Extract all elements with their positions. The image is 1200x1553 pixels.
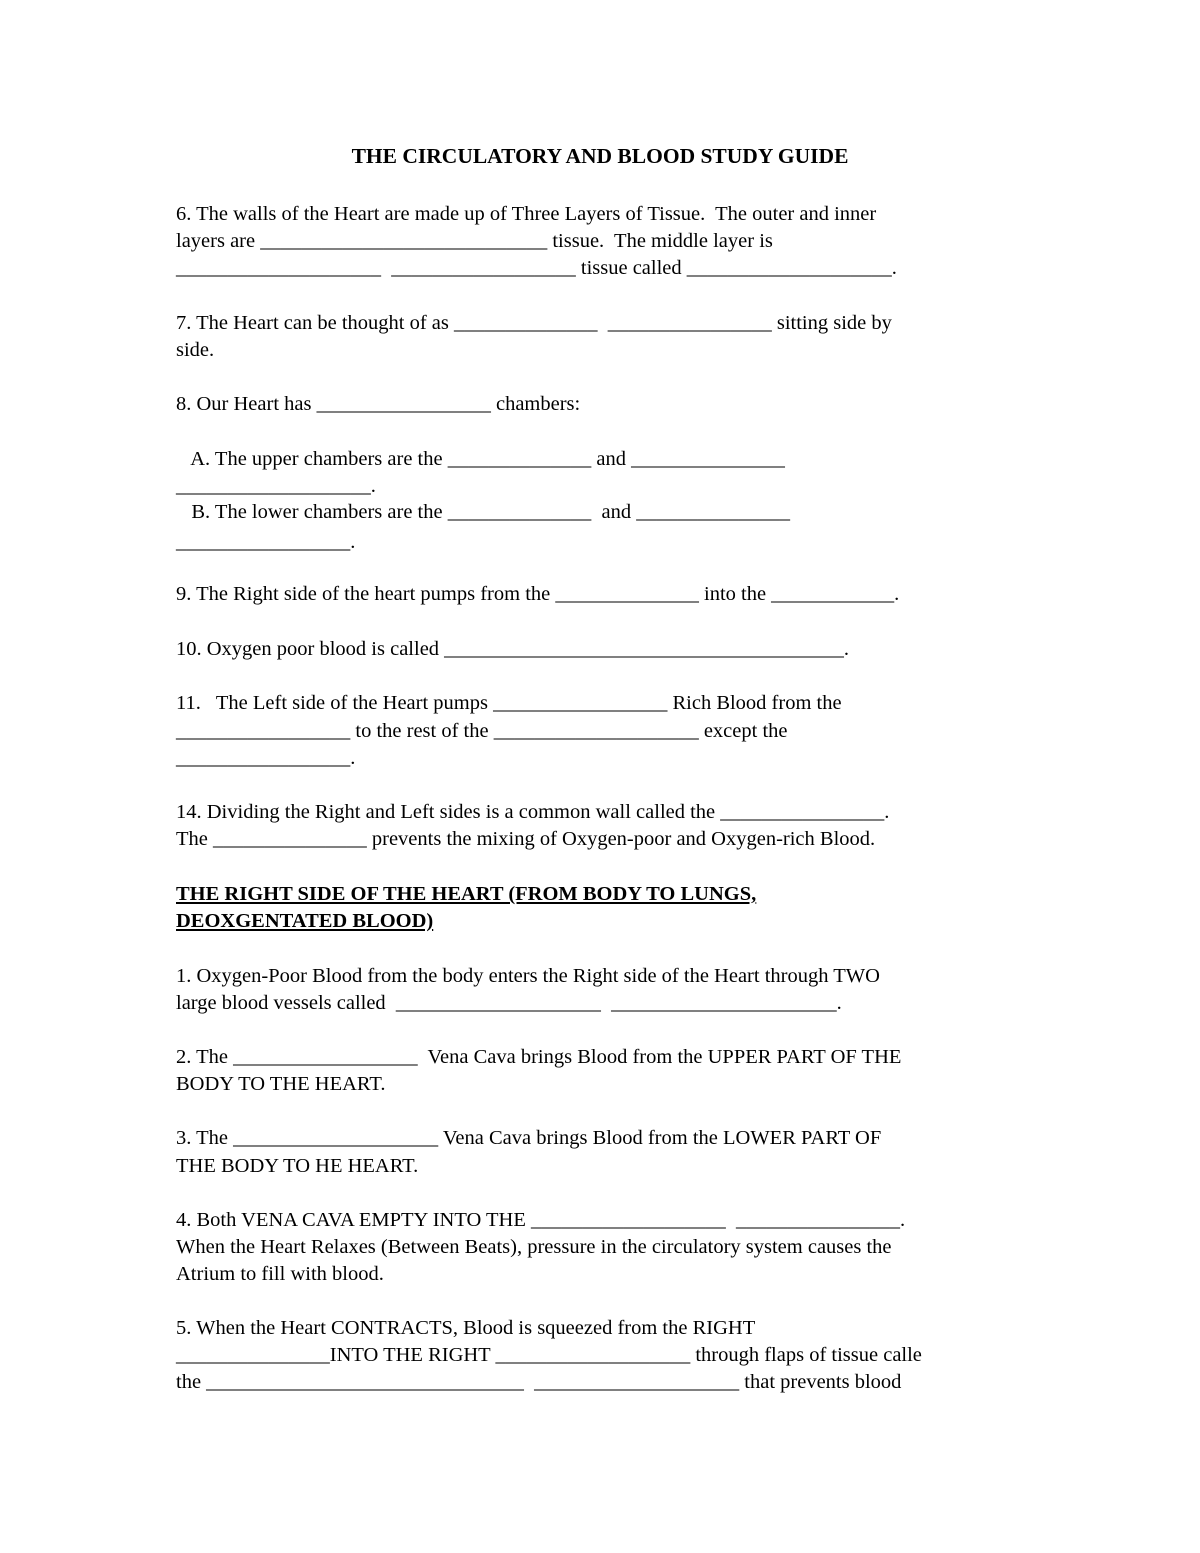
question-11-line-2: _________________ to the rest of the ____________________ except the <box>176 720 788 742</box>
question-11-line-3: _________________. <box>176 747 356 769</box>
question-14-line-1: 14. Dividing the Right and Left sides is a common wall called the ________________. <box>176 801 890 823</box>
question-8b-line-2: _________________. <box>176 531 356 553</box>
question-11-line-1: 11. The Left side of the Heart pumps _________________ Rich Blood from the <box>176 692 842 714</box>
question-8a-line-1: A. The upper chambers are the ______________ and _______________ <box>176 448 785 470</box>
question-6-line-1: 6. The walls of the Heart are made up of Three Layers of Tissue. The outer and inner <box>176 203 877 225</box>
right-side-q3-line-1: 3. The ____________________ Vena Cava brings Blood from the LOWER PART OF <box>176 1127 882 1149</box>
page-title: THE CIRCULATORY AND BLOOD STUDY GUIDE <box>351 144 849 168</box>
question-8: 8. Our Heart has _________________ chambers: <box>176 393 581 415</box>
right-side-q4-line-1: 4. Both VENA CAVA EMPTY INTO THE ___________________ ________________. <box>176 1209 906 1231</box>
right-side-q5-line-3: the _______________________________ ____________________ that prevents blood <box>176 1371 902 1393</box>
right-side-q2-line-1: 2. The __________________ Vena Cava brings Blood from the UPPER PART OF THE <box>176 1046 902 1068</box>
question-8b-line-1: B. The lower chambers are the ______________ and _______________ <box>176 501 790 523</box>
section-heading-line-2: DEOXGENTATED BLOOD) <box>176 910 434 932</box>
question-10: 10. Oxygen poor blood is called _______________________________________. <box>176 638 850 660</box>
question-14-line-2: The _______________ prevents the mixing of Oxygen-poor and Oxygen-rich Blood. <box>176 828 876 850</box>
section-heading-line-1: THE RIGHT SIDE OF THE HEART (FROM BODY TO LUNGS, <box>176 883 757 905</box>
right-side-q5-line-1: 5. When the Heart CONTRACTS, Blood is squeezed from the RIGHT <box>176 1317 756 1339</box>
question-8a-line-2: ___________________. <box>176 475 376 497</box>
right-side-q3-line-2: THE BODY TO HE HEART. <box>176 1155 419 1177</box>
question-6-line-3: ____________________ __________________ tissue called ____________________. <box>176 257 897 279</box>
question-7-line-1: 7. The Heart can be thought of as ______________ ________________ sitting side by <box>176 312 892 334</box>
right-side-q4-line-2: When the Heart Relaxes (Between Beats), pressure in the circulatory system causes the <box>176 1236 892 1258</box>
question-9: 9. The Right side of the heart pumps from the ______________ into the ____________. <box>176 583 900 605</box>
question-7-line-2: side. <box>176 339 215 361</box>
right-side-q2-line-2: BODY TO THE HEART. <box>176 1073 386 1095</box>
right-side-q4-line-3: Atrium to fill with blood. <box>176 1263 384 1285</box>
question-6-line-2: layers are ____________________________ tissue. The middle layer is <box>176 230 773 252</box>
right-side-q5-line-2: _______________INTO THE RIGHT ___________________ through flaps of tissue calle <box>176 1344 922 1366</box>
right-side-q1-line-2: large blood vessels called ____________________ ______________________. <box>176 992 842 1014</box>
right-side-q1-line-1: 1. Oxygen-Poor Blood from the body enters the Right side of the Heart through TWO <box>176 965 880 987</box>
